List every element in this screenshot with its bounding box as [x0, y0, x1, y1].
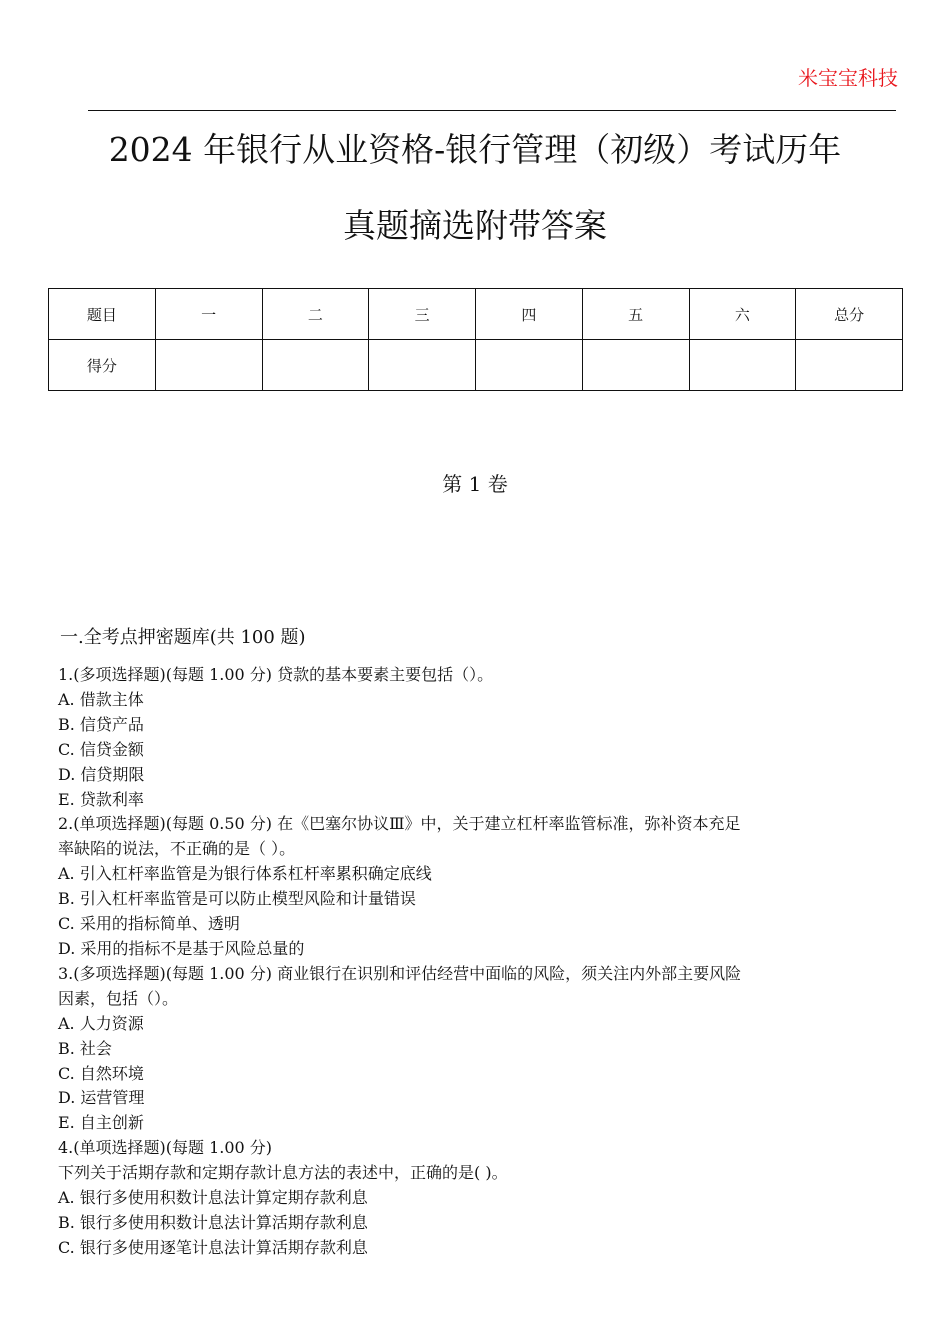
question-line: A. 人力资源: [58, 1013, 144, 1033]
document-title: [0, 112, 950, 264]
question-line: B. 银行多使用积数计息法计算活期存款利息: [58, 1212, 368, 1232]
header-cell: 总分: [796, 289, 903, 340]
score-cell: [582, 340, 689, 391]
question-line: C. 采用的指标简单、透明: [58, 914, 240, 934]
question-line: C. 信贷金额: [58, 739, 144, 759]
question-line: B. 引入杠杆率监管是可以防止模型风险和计量错误: [58, 889, 416, 909]
question-line: D. 采用的指标不是基于风险总量的: [58, 938, 305, 958]
question-line: 因素，包括（）。: [58, 988, 179, 1008]
score-cell: [476, 340, 583, 391]
question-line: 下列关于活期存款和定期存款计息方法的表述中，正确的是( )。: [58, 1163, 508, 1183]
question-line: C. 银行多使用逐笔计息法计算活期存款利息: [58, 1237, 368, 1257]
header-cell: 三: [369, 289, 476, 340]
score-row-label: 得分: [49, 340, 156, 391]
score-cell: [689, 340, 796, 391]
question-line: 3.(多项选择题)(每题 1.00 分) 商业银行在识别和评估经营中面临的风险，须关注内外部主要风险: [58, 963, 742, 983]
title-line-1: 2024 年银行从业资格-银行管理（初级）考试历年: [108, 130, 842, 169]
question-line: A. 银行多使用积数计息法计算定期存款利息: [58, 1188, 368, 1208]
score-table: [48, 288, 903, 391]
header-cell: 一: [155, 289, 262, 340]
question-line: B. 社会: [58, 1038, 112, 1058]
question-line: A. 借款主体: [58, 689, 144, 709]
score-cell: [796, 340, 903, 391]
header-cell: 二: [262, 289, 369, 340]
header-rule: [88, 110, 896, 111]
question-list: [58, 663, 896, 1261]
question-line: C. 自然环境: [58, 1063, 144, 1083]
question-line: D. 信贷期限: [58, 764, 145, 784]
question-line: 1.(多项选择题)(每题 1.00 分) 贷款的基本要素主要包括（）。: [58, 665, 494, 684]
question-line: 率缺陷的说法，不正确的是（ ）。: [58, 839, 296, 859]
question-line: 2.(单项选择题)(每题 0.50 分) 在《巴塞尔协议Ⅲ》中，关于建立杠杆率监管标准，弥补资本充足: [58, 814, 741, 834]
question-line: A. 引入杠杆率监管是为银行体系杠杆率累积确定底线: [58, 864, 432, 884]
header-cell: 五: [582, 289, 689, 340]
header-cell: 题目: [49, 289, 156, 340]
score-table-header-row: [49, 289, 903, 340]
question-line: D. 运营管理: [58, 1088, 145, 1108]
header-cell: 四: [476, 289, 583, 340]
score-cell: [369, 340, 476, 391]
question-line: E. 自主创新: [58, 1113, 144, 1133]
question-line: E. 贷款利率: [58, 789, 144, 809]
question-line: B. 信贷产品: [58, 714, 144, 734]
score-cell: [262, 340, 369, 391]
score-table-score-row: [49, 340, 903, 391]
header-cell: 六: [689, 289, 796, 340]
question-line: 4.(单项选择题)(每题 1.00 分): [58, 1138, 273, 1158]
title-line-2: 真题摘选附带答案: [343, 206, 607, 245]
section-heading: 一.全考点押密题库(共 100 题): [60, 627, 306, 648]
brand-logo-text: 米宝宝科技: [798, 66, 898, 90]
score-cell: [155, 340, 262, 391]
volume-heading: 第 1 卷: [442, 472, 508, 496]
